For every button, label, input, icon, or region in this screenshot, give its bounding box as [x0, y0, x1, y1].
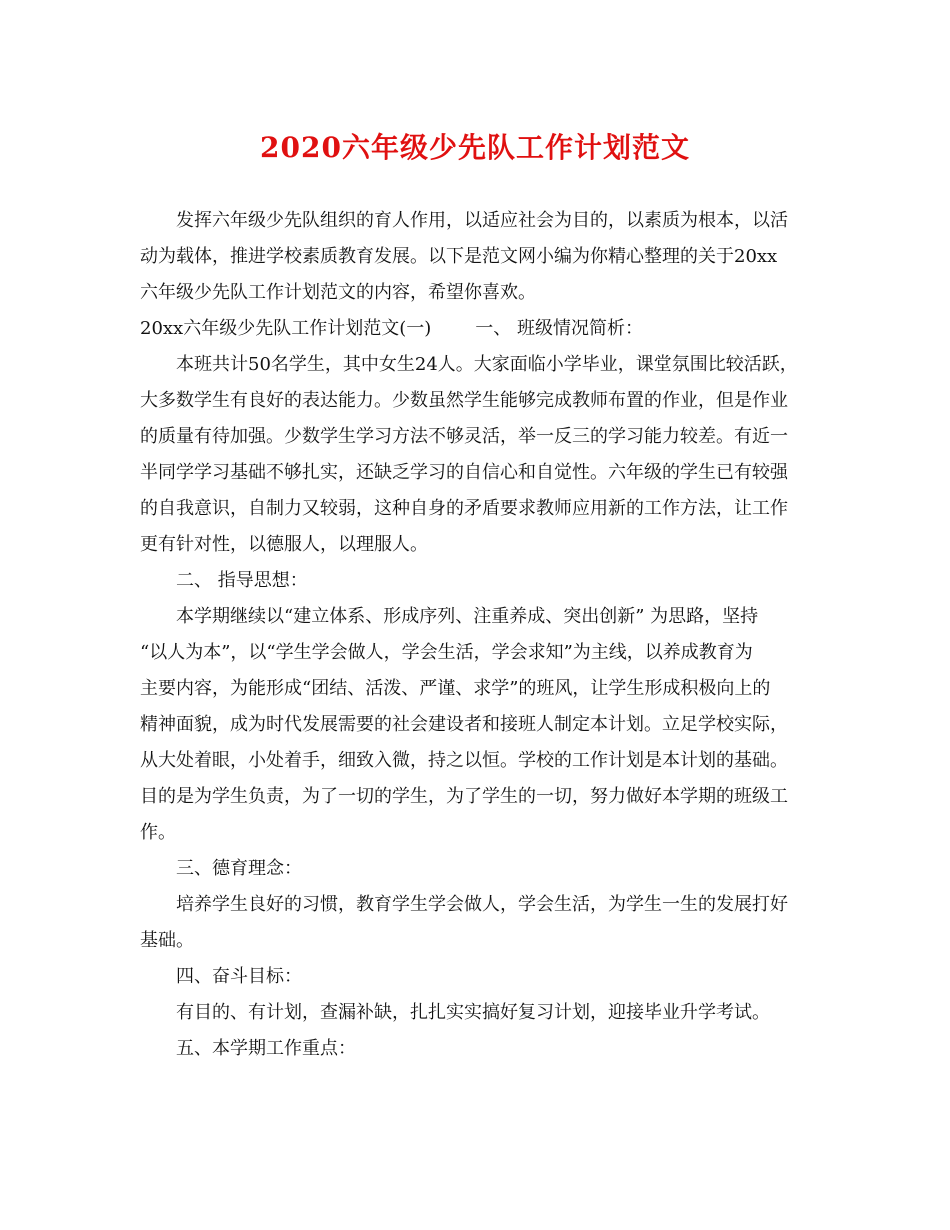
paragraph-line: 培养学生良好的习惯，教育学生学会做人，学会生活，为学生一生的发展打好 — [140, 894, 788, 915]
paragraph-line: 的自我意识，自制力又较弱，这种自身的矛盾要求教师应用新的工作方法，让工作 — [140, 498, 788, 519]
paragraph-line: 主要内容，为能形成“团结、活泼、严谨、求学”的班风，让学生形成积极向上的 — [140, 678, 771, 699]
paragraph-line: 作。 — [140, 822, 176, 843]
paragraph-line: 六年级少先队工作计划范文的内容，希望你喜欢。 — [140, 282, 536, 303]
paragraph-line: 有目的、有计划，查漏补缺，扎扎实实搞好复习计划，迎接毕业升学考试。 — [140, 1002, 770, 1023]
paragraph-line: 本学期继续以“建立体系、形成序列、注重养成、突出创新” 为思路，坚持 — [140, 606, 759, 627]
paragraph-line: 从大处着眼，小处着手，细致入微，持之以恒。学校的工作计划是本计划的基础。 — [140, 750, 788, 771]
section-heading: 三、德育理念： — [140, 858, 302, 879]
section-heading-text: 20xx六年级少先队工作计划范文(一) — [140, 318, 432, 339]
section-subheading-text: 一、 班级情况简析： — [475, 318, 643, 339]
section-heading: 四、奋斗目标： — [140, 966, 302, 987]
paragraph-line: 大多数学生有良好的表达能力。少数虽然学生能够完成教师布置的作业，但是作业 — [140, 390, 788, 411]
section-heading: 五、本学期工作重点： — [140, 1038, 356, 1059]
paragraph-line: 精神面貌，成为时代发展需要的社会建设者和接班人制定本计划。立足学校实际， — [140, 714, 788, 735]
paragraph-line: 发挥六年级少先队组织的育人作用，以适应社会为目的，以素质为根本，以活 — [140, 210, 788, 231]
paragraph-line: “以人为本”，以“学生学会做人，学会生活，学会求知”为主线，以养成教育为 — [140, 642, 753, 663]
paragraph-line: 动为载体，推进学校素质教育发展。以下是范文网小编为你精心整理的关于20xx — [140, 246, 778, 267]
section-heading: 二、 指导思想： — [140, 570, 308, 591]
paragraph-line: 目的是为学生负责，为了一切的学生，为了学生的一切，努力做好本学期的班级工 — [140, 786, 788, 807]
section-heading-line — [140, 314, 820, 343]
paragraph-line: 半同学学习基础不够扎实，还缺乏学习的自信心和自觉性。六年级的学生已有较强 — [140, 462, 788, 483]
paragraph-line: 更有针对性，以德服人，以理服人。 — [140, 534, 428, 555]
document-title: 2020六年级少先队工作计划范文 — [260, 131, 690, 164]
paragraph-line: 本班共计50名学生，其中女生24人。大家面临小学毕业，课堂氛围比较活跃， — [140, 354, 798, 375]
paragraph-line: 基础。 — [140, 930, 194, 951]
paragraph-line: 的质量有待加强。少数学生学习方法不够灵活，举一反三的学习能力较差。有近一 — [140, 426, 788, 447]
